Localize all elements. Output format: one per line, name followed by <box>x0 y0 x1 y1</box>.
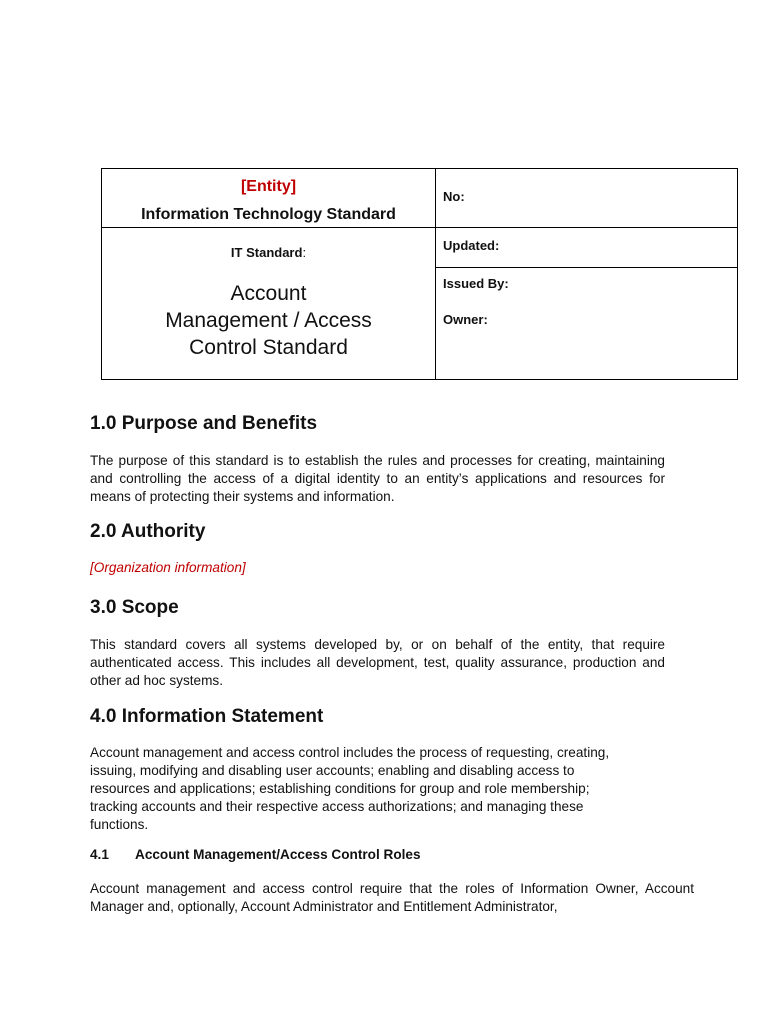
table-divider <box>102 227 435 228</box>
title-line: Management / Access <box>165 309 372 332</box>
table-divider <box>435 227 737 228</box>
header-table <box>101 168 738 380</box>
body-line: functions. <box>90 817 149 832</box>
document-title <box>102 280 435 361</box>
section-heading-scope: 3.0 Scope <box>90 597 179 618</box>
table-divider <box>435 267 737 268</box>
department-title: Information Technology Standard <box>141 206 396 223</box>
standard-label <box>102 245 435 260</box>
owner-label: Owner: <box>443 312 488 327</box>
section-heading-information-statement: 4.0 Information Statement <box>90 706 324 727</box>
title-line: Account <box>230 282 307 305</box>
subsection-heading-roles <box>90 847 421 862</box>
section-heading-purpose: 1.0 Purpose and Benefits <box>90 413 318 434</box>
updated-label: Updated: <box>443 238 500 253</box>
subsection-title: Account Management/Access Control Roles <box>135 847 421 862</box>
section-heading-authority: 2.0 Authority <box>90 521 206 542</box>
body-line: Account management and access control includes the process of requesting, creating, <box>90 745 610 760</box>
section-body-authority: [Organization information] <box>90 560 246 575</box>
section-body-purpose: The purpose of this standard is to establish the rules and processes for creating, maintaining and controlling the access of a digital identity to an entity’s applications and resources for means of protecting their systems and information. <box>90 453 665 504</box>
standard-label-colon: : <box>302 245 307 260</box>
title-line: Control Standard <box>189 336 348 359</box>
body-line: issuing, modifying and disabling user accounts; enabling and disabling access to <box>90 763 575 778</box>
section-body-information-statement <box>90 744 665 834</box>
body-line: tracking accounts and their respective access authorizations; and managing these <box>90 799 584 814</box>
body-line: resources and applications; establishing conditions for group and role membership; <box>90 781 590 796</box>
no-label: No: <box>443 189 465 204</box>
entity-placeholder: [Entity] <box>240 178 297 195</box>
subsection-body-roles: Account management and access control require that the roles of Information Owner, Account Manager and, optionally, Account Administrator and Entitlement Administrator, <box>90 881 694 914</box>
section-body-scope: This standard covers all systems developed by, or on behalf of the entity, that require authenticated access. This includes all development, test, quality assurance, production and other ad hoc systems. <box>90 637 665 688</box>
table-divider <box>435 169 436 379</box>
issued-by-label: Issued By: <box>443 276 509 291</box>
subsection-number: 4.1 <box>90 847 109 862</box>
standard-label-text: IT Standard <box>230 245 303 260</box>
